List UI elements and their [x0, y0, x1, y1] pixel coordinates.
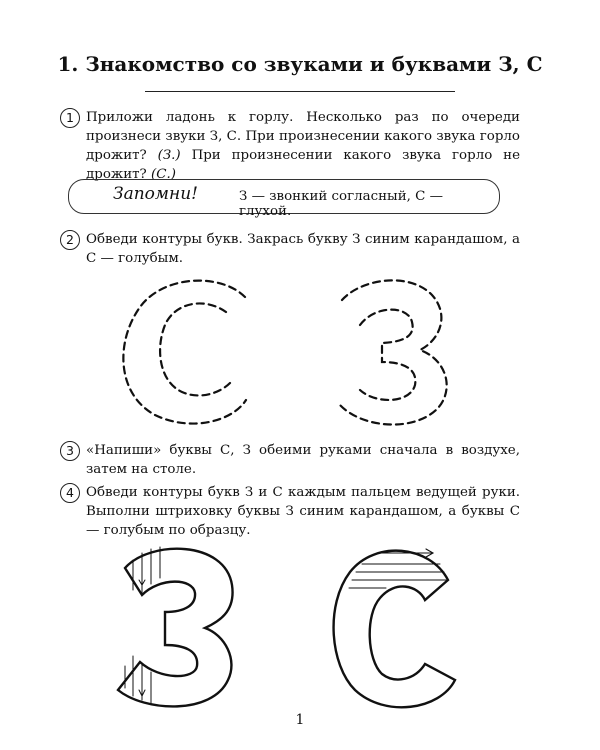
task-1-text-2: При произнесении какого звука горло не дрожит? — [86, 148, 520, 182]
task-text: Обведи контуры букв З и С каждым пальцем ведущей руки. Выполни штриховку буквы З синим карандашом, а буквы С — голубым по образцу. — [86, 485, 520, 538]
hatched-letter-s — [334, 549, 455, 707]
task-text: Обведи контуры букв. Закрась букву З синим карандашом, а С — голубым. — [86, 232, 520, 266]
hatched-letter-z — [118, 547, 233, 706]
task-text: «Напиши» буквы С, З обеими руками сначала в воздухе, затем на столе. — [86, 443, 520, 477]
answer-voiceless: (С.) — [150, 167, 176, 182]
page-title: 1. Знакомство со звуками и буквами З, С — [57, 52, 543, 76]
hatch-lines — [349, 564, 446, 588]
answer-voiced: (З.) — [157, 148, 181, 163]
hatch-lines — [125, 547, 160, 704]
remember-text: З — звонкий согласный, С — глухой. — [239, 189, 444, 219]
task-1-text: Приложи ладонь к горлу. Несколько раз по очереди произнеси звуки З, С. При произнесении какого звука горло дрожит? — [86, 110, 520, 163]
dashed-letter-z — [340, 280, 447, 424]
task-number: 1 — [60, 108, 80, 128]
task-number: 4 — [60, 483, 80, 503]
task-number: 3 — [60, 441, 80, 461]
task-number: 2 — [60, 230, 80, 250]
dashed-letter-s — [123, 281, 246, 424]
page-number: 1 — [295, 712, 305, 728]
remember-heading: Запомни! — [113, 184, 198, 204]
